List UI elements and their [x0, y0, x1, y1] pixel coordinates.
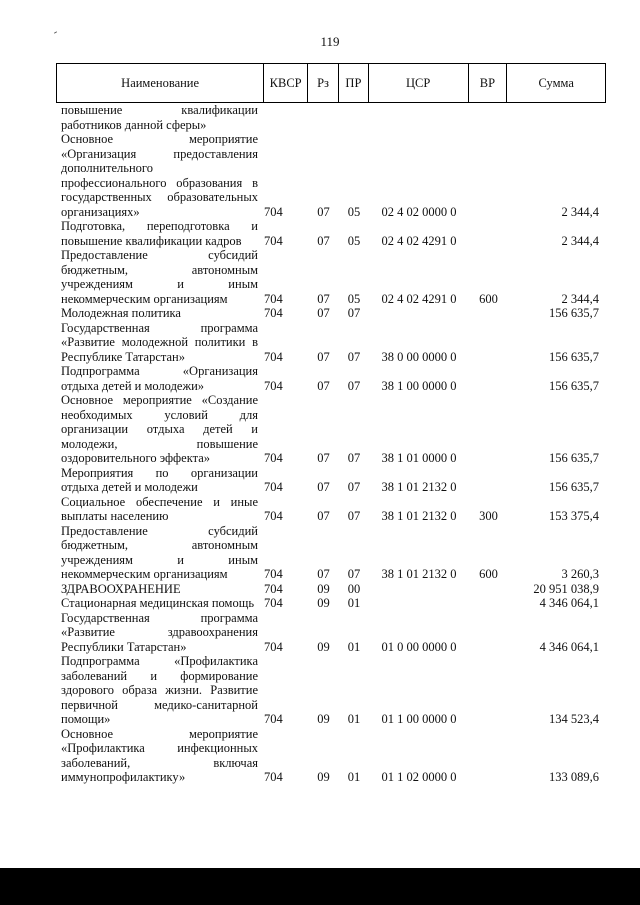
row-pr: 07 — [347, 480, 361, 494]
row-name-line: Подпрограмма «Профилактика — [61, 654, 258, 668]
row-kvsr: 704 — [264, 509, 283, 523]
row-sum: 2 344,4 — [561, 233, 599, 248]
row-csr: 01 1 00 0000 0 — [381, 712, 457, 726]
row-name — [56, 219, 264, 248]
table-row — [56, 495, 606, 524]
row-rz: 07 — [317, 509, 330, 523]
row-vr — [469, 132, 508, 219]
row-name-line: Подпрограмма «Организация — [61, 364, 258, 378]
row-kvsr: 704 — [264, 480, 283, 494]
row-pr: 05 — [347, 204, 361, 219]
row-rz: 09 — [317, 596, 330, 610]
row-name-line: Основное мероприятие — [61, 726, 258, 741]
row-name — [56, 654, 264, 727]
row-kvsr: 704 — [264, 639, 283, 654]
row-pr: 01 — [347, 639, 361, 654]
row-name-line: организациях» — [61, 204, 140, 219]
row-name-line: заболеваний, включая — [61, 755, 258, 770]
row-name-line: Подготовка, переподготовка и — [61, 219, 258, 233]
table-row — [56, 306, 606, 321]
row-rz: 07 — [317, 480, 330, 494]
row-name-line: Молодежная политика — [61, 306, 181, 320]
row-sum: 156 635,7 — [549, 378, 599, 393]
row-name-line: Мероприятия по организации — [61, 465, 258, 480]
row-sum: 133 089,6 — [549, 770, 599, 784]
row-kvsr: 704 — [264, 233, 283, 248]
table-row — [56, 582, 606, 597]
table-row — [56, 654, 606, 727]
row-name — [56, 596, 264, 611]
row-csr: 38 0 00 0000 0 — [381, 349, 457, 364]
row-pr: 01 — [347, 770, 361, 784]
row-sum: 156 635,7 — [549, 349, 599, 364]
row-name-line: «Развитие здравоохранения — [61, 625, 258, 639]
row-kvsr: 704 — [264, 349, 283, 364]
row-kvsr: 704 — [264, 567, 283, 581]
row-sum: 20 951 038,9 — [533, 581, 599, 596]
row-name-line: заболеваний и формирование — [61, 668, 258, 683]
row-name — [56, 103, 264, 132]
row-name-line: «Развитие молодежной политики в — [61, 335, 258, 349]
row-name-line: Предоставление субсидий — [61, 248, 258, 262]
page-number: 119 — [320, 34, 340, 49]
row-name-line: отдыха детей и молодежи» — [61, 378, 205, 393]
header-sum: Сумма — [538, 75, 574, 90]
row-vr — [469, 596, 508, 611]
row-rz: 07 — [317, 291, 330, 306]
row-rz: 07 — [317, 451, 330, 465]
row-sum: 153 375,4 — [549, 509, 599, 523]
table-header — [56, 63, 606, 103]
row-name — [56, 611, 264, 655]
row-name-line: Республики Татарстан» — [61, 639, 187, 654]
row-sum: 156 635,7 — [549, 480, 599, 494]
row-vr — [469, 219, 508, 248]
table-row — [56, 393, 606, 466]
row-name-line: повышение квалификации кадров — [61, 233, 242, 248]
row-name-line: оздоровительного эффекта» — [61, 451, 211, 465]
row-name — [56, 132, 264, 219]
row-pr: 07 — [347, 349, 361, 364]
header-vr: ВР — [469, 64, 508, 102]
row-rz: 09 — [317, 639, 330, 654]
row-name-line: отдыха детей и молодежи — [61, 480, 198, 494]
table-row — [56, 524, 606, 582]
row-sum: 2 344,4 — [561, 291, 599, 306]
row-csr: 01 0 00 0000 0 — [381, 639, 457, 654]
row-rz: 07 — [317, 204, 330, 219]
row-name-line: учреждениям и иным — [61, 552, 258, 567]
row-vr — [469, 582, 508, 597]
row-rz: 09 — [317, 581, 330, 596]
header-pr: ПР — [339, 64, 369, 102]
header-kvsr: КВСР — [264, 64, 308, 102]
row-name-line: Стационарная медицинская помощь — [61, 596, 255, 610]
row-name-line: Республике Татарстан» — [61, 349, 185, 364]
row-csr: 01 1 02 0000 0 — [381, 770, 457, 784]
row-vr — [469, 306, 508, 321]
row-rz: 09 — [317, 770, 330, 784]
row-name — [56, 495, 264, 524]
row-kvsr: 704 — [264, 204, 283, 219]
row-name-line: первичной медико-санитарной — [61, 697, 258, 712]
row-name-line: повышение квалификации — [61, 103, 258, 117]
row-csr: 38 1 01 2132 0 — [381, 567, 457, 581]
row-name — [56, 466, 264, 495]
row-csr: 38 1 01 0000 0 — [381, 451, 457, 465]
table-row — [56, 364, 606, 393]
row-name — [56, 393, 264, 466]
row-csr: 38 1 01 2132 0 — [381, 509, 457, 523]
row-name-line: дополнительного — [61, 161, 153, 175]
header-csr: ЦСР — [369, 64, 469, 102]
row-sum: 4 346 064,1 — [539, 639, 599, 654]
row-vr: 300 — [479, 509, 498, 523]
row-name-line: здорового образа жизни. Развитие — [61, 683, 258, 697]
row-name-line: некоммерческим организациям — [61, 291, 228, 306]
row-sum: 156 635,7 — [549, 451, 599, 465]
row-name-line: Социальное обеспечение и иные — [61, 494, 258, 509]
table-row — [56, 248, 606, 306]
row-name-line: Государственная программа — [61, 320, 258, 335]
row-csr: 02 4 02 4291 0 — [381, 291, 457, 306]
table-row — [56, 219, 606, 248]
row-pr: 01 — [347, 596, 361, 610]
row-pr: 07 — [347, 567, 361, 581]
row-name-line: помощи» — [61, 712, 111, 726]
row-csr: 02 4 02 0000 0 — [381, 204, 457, 219]
row-name — [56, 248, 264, 306]
row-vr — [469, 654, 508, 727]
row-kvsr — [264, 103, 308, 132]
row-pr: 05 — [347, 233, 361, 248]
row-pr: 00 — [347, 581, 361, 596]
scan-speck — [54, 31, 57, 33]
row-sum — [508, 103, 606, 132]
row-name — [56, 582, 264, 597]
row-sum: 2 344,4 — [561, 204, 599, 219]
row-vr — [469, 466, 508, 495]
row-vr: 600 — [479, 567, 498, 581]
row-vr — [469, 103, 508, 132]
row-sum: 134 523,4 — [549, 712, 599, 726]
row-name-line: Государственная программа — [61, 610, 258, 625]
row-pr: 07 — [347, 509, 361, 523]
table-row — [56, 466, 606, 495]
row-kvsr: 704 — [264, 378, 283, 393]
row-vr: 600 — [479, 291, 498, 306]
row-rz: 07 — [317, 349, 330, 364]
row-name-line: молодежи, повышение — [61, 436, 258, 451]
row-name-line: «Организация предоставления — [61, 146, 258, 161]
table-row — [56, 611, 606, 655]
row-kvsr: 704 — [264, 451, 283, 465]
row-sum: 156 635,7 — [549, 306, 599, 320]
row-rz: 09 — [317, 712, 330, 726]
row-csr: 02 4 02 4291 0 — [381, 233, 457, 248]
row-name — [56, 524, 264, 582]
row-name-line: выплаты населению — [61, 509, 169, 523]
row-name — [56, 306, 264, 321]
row-name-line: государственных образовательных — [61, 190, 258, 204]
row-name-line: организации отдыха детей и — [61, 422, 258, 436]
row-pr: 07 — [347, 306, 361, 320]
row-name-line: профессионального образования в — [61, 175, 258, 190]
table-row — [56, 321, 606, 365]
row-name-line: учреждениям и иным — [61, 277, 258, 291]
table-body — [56, 103, 606, 785]
row-vr — [469, 727, 508, 785]
row-name-line: необходимых условий для — [61, 407, 258, 422]
row-rz: 07 — [317, 378, 330, 393]
row-name — [56, 321, 264, 365]
row-vr — [469, 611, 508, 655]
row-name — [56, 364, 264, 393]
row-name-line: бюджетным, автономным — [61, 262, 258, 277]
row-pr: 05 — [347, 291, 361, 306]
row-csr — [369, 103, 469, 132]
row-name-line: иммунопрофилактику» — [61, 770, 186, 784]
row-rz: 07 — [317, 306, 330, 320]
row-kvsr: 704 — [264, 770, 283, 784]
row-pr: 07 — [347, 451, 361, 465]
row-kvsr: 704 — [264, 291, 283, 306]
table-row — [56, 132, 606, 219]
row-pr — [339, 103, 369, 132]
row-name-line: ЗДРАВООХРАНЕНИЕ — [61, 581, 181, 596]
row-vr — [469, 364, 508, 393]
table-row — [56, 727, 606, 785]
row-kvsr: 704 — [264, 581, 283, 596]
row-name-line: «Профилактика инфекционных — [61, 741, 258, 755]
row-csr: 38 1 00 0000 0 — [381, 378, 457, 393]
row-vr — [469, 321, 508, 365]
row-csr — [369, 306, 469, 321]
row-sum: 3 260,3 — [561, 567, 599, 581]
table-row — [56, 103, 606, 132]
row-name-line: Основное мероприятие «Создание — [61, 393, 258, 407]
row-kvsr: 704 — [264, 596, 283, 610]
row-rz: 07 — [317, 233, 330, 248]
row-kvsr: 704 — [264, 306, 283, 320]
row-name-line: некоммерческим организациям — [61, 567, 228, 581]
scan-bottom-border — [0, 868, 640, 905]
row-rz: 07 — [317, 567, 330, 581]
row-csr — [369, 582, 469, 597]
header-name: Наименование — [57, 64, 264, 102]
header-rz: Рз — [308, 64, 339, 102]
row-csr — [369, 596, 469, 611]
row-csr: 38 1 01 2132 0 — [381, 480, 457, 494]
row-name-line: работников данной сферы» — [61, 117, 207, 132]
row-name — [56, 727, 264, 785]
row-name-line: Основное мероприятие — [61, 132, 258, 146]
row-name-line: бюджетным, автономным — [61, 538, 258, 552]
row-pr: 07 — [347, 378, 361, 393]
row-vr — [469, 393, 508, 466]
row-name-line: Предоставление субсидий — [61, 523, 258, 538]
table-row — [56, 596, 606, 611]
row-kvsr: 704 — [264, 712, 283, 726]
row-pr: 01 — [347, 712, 361, 726]
row-sum: 4 346 064,1 — [539, 596, 599, 610]
row-rz — [308, 103, 339, 132]
